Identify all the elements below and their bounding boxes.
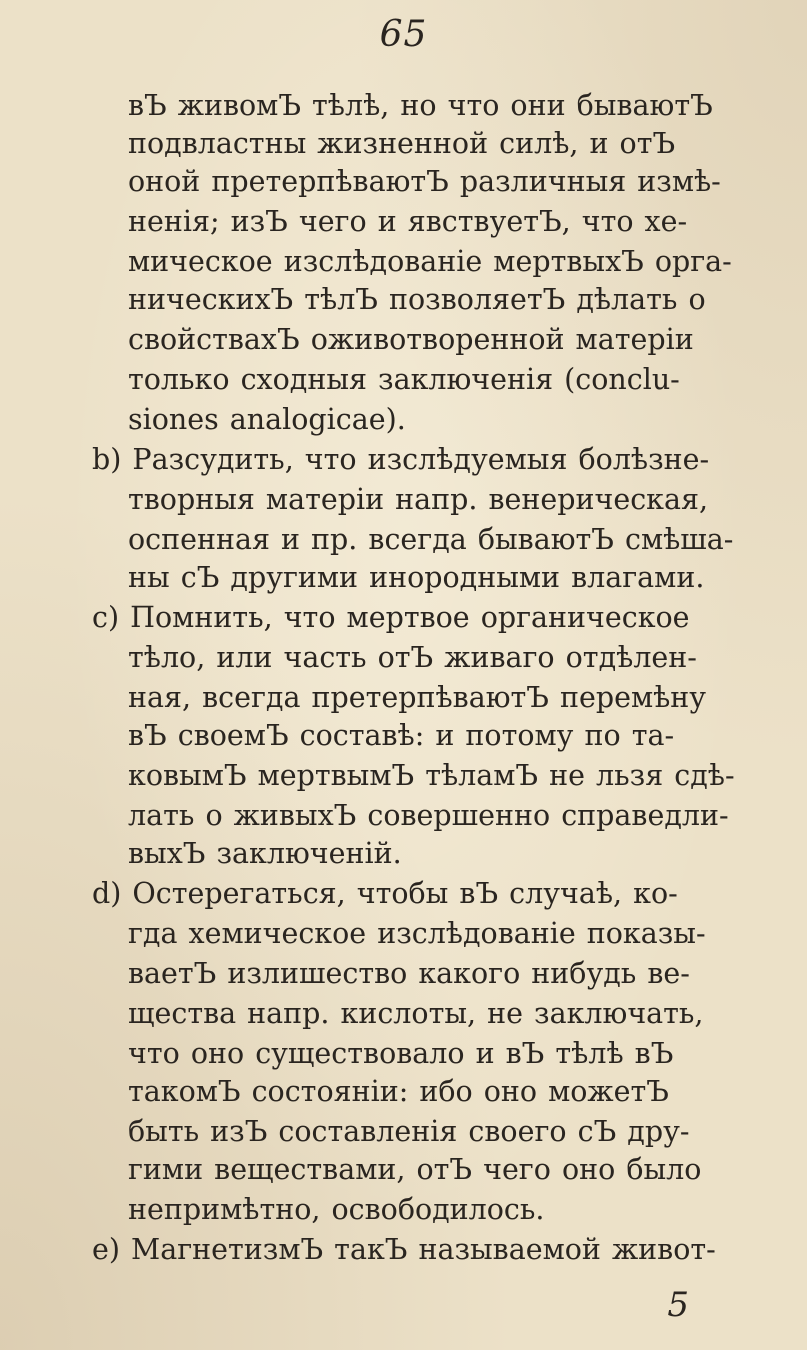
text-line: творныя матеріи напр. венерическая, [128, 483, 709, 516]
text-line: оспенная и пр. всегда бываютЪ смѣша- [128, 523, 734, 556]
text-line: что оно существовало и вЪ тѣлѣ вЪ [128, 1037, 674, 1070]
text-line: мическое изслѣдованіе мертвыхЪ орга- [128, 245, 732, 278]
list-item-d: d) Остерегаться, чтобы вЪ случаѣ, ко- [92, 877, 678, 910]
text-line: ны сЪ другими инородными влагами. [128, 561, 705, 594]
text-line: оной претерпѣваютЪ различныя измѣ- [128, 165, 721, 198]
list-item-c: c) Помнить, что мертвое органическое [92, 601, 690, 634]
text-line: щества напр. кислоты, не заключать, [128, 997, 704, 1030]
text-line: ковымЪ мертвымЪ тѣламЪ не льзя сдѣ- [128, 759, 735, 792]
text-line: ваетЪ излишество какого нибудь ве- [128, 957, 690, 990]
text-line: вЪ своемЪ составѣ: и потому по та- [128, 719, 675, 752]
text-line: вЪ живомЪ тѣлѣ, но что они бываютЪ [128, 89, 713, 122]
text-line: быть изЪ составленія своего сЪ дру- [128, 1115, 690, 1148]
text-line: ная, всегда претерпѣваютЪ перемѣну [128, 681, 707, 714]
text-line: выхЪ заключеній. [128, 837, 402, 870]
text-line: только сходныя заключенія (conclu- [128, 363, 680, 396]
text-line: гда хемическое изслѣдованіе показы- [128, 917, 706, 950]
text-line: ническихЪ тѣлЪ позволяетЪ дѣлать о [128, 283, 706, 316]
list-item-e: e) МагнетизмЪ такЪ называемой живот- [92, 1233, 716, 1266]
signature-mark: 5 [667, 1285, 689, 1325]
text-line: гими веществами, отЪ чего оно было [128, 1153, 702, 1186]
text-line: ненія; изЪ чего и явствуетЪ, что хе- [128, 205, 688, 238]
text-line: тѣло, или часть отЪ живаго отдѣлен- [128, 641, 697, 674]
list-item-b: b) Разсудить, что изслѣдуемыя болѣзне- [92, 443, 710, 476]
text-line: подвластны жизненной силѣ, и отЪ [128, 127, 676, 160]
text-line: свойствахЪ оживотворенной матеріи [128, 323, 694, 356]
text-line: siones analogicae). [128, 403, 406, 436]
text-line: такомЪ состояніи: ибо оно можетЪ [128, 1075, 669, 1108]
text-line: лать о живыхЪ совершенно справедли- [128, 799, 729, 832]
page-number: 65 [379, 14, 428, 55]
text-line: непримѣтно, освободилось. [128, 1193, 545, 1226]
